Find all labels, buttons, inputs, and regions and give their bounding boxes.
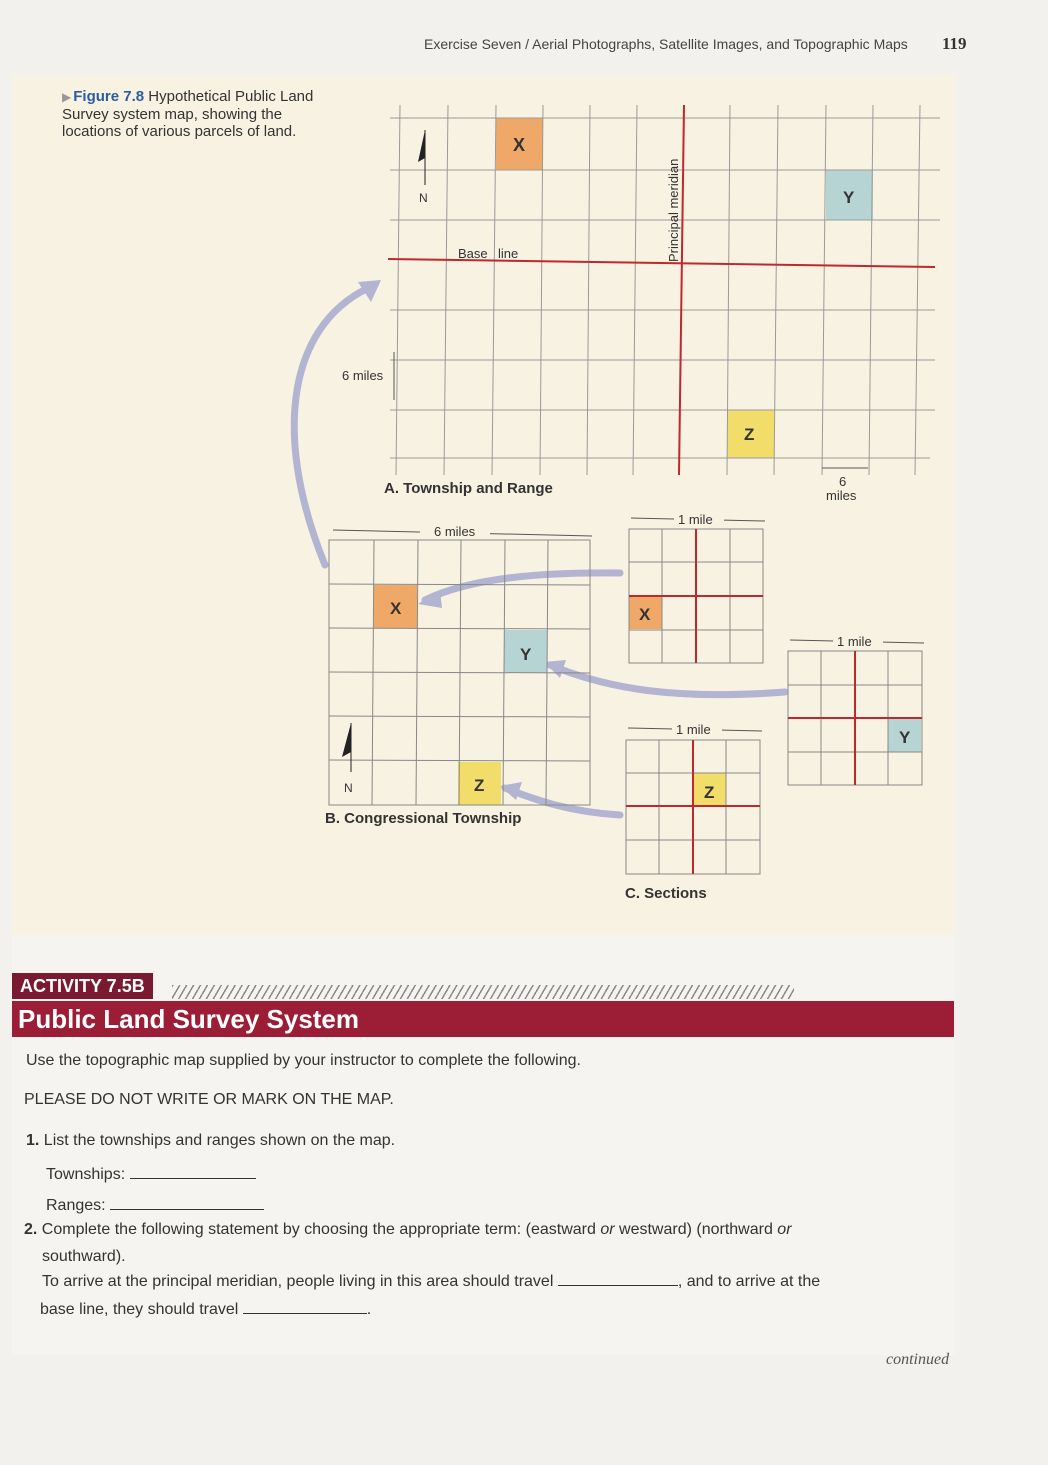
a-base-word2: line: [498, 246, 519, 261]
activity-intro: Use the topographic map supplied by your instructor to complete the following.: [26, 1052, 581, 1069]
c-parcel-x-label: X: [639, 605, 651, 624]
arrowhead-bx: [418, 590, 442, 608]
figure-label: Figure 7.8: [73, 88, 145, 105]
townships-label: Townships:: [46, 1166, 126, 1183]
panel-b-congressional-township: [325, 524, 592, 827]
q2-line3a: To arrive at the principal meridian, people living in this area should travel: [42, 1273, 554, 1290]
q2-line3b: , and to arrive at the: [677, 1273, 821, 1290]
c-measure-z: 1 mile: [676, 722, 711, 737]
baseline-direction-blank[interactable]: [243, 1299, 367, 1314]
c-measure-y: 1 mile: [837, 634, 872, 649]
panel-a-township-range: [342, 105, 940, 503]
c-title: C. Sections: [625, 885, 707, 902]
activity-hatch-decoration: [172, 985, 794, 999]
ranges-blank[interactable]: [110, 1195, 264, 1210]
ranges-row: [46, 1195, 264, 1215]
running-header: Exercise Seven / Aerial Photographs, Satellite Images, and Topographic Maps: [424, 36, 908, 52]
q2-or2: or: [777, 1221, 792, 1238]
activity-warning: PLEASE DO NOT WRITE OR MARK ON THE MAP.: [24, 1091, 394, 1108]
b-measure: 6 miles: [434, 524, 476, 539]
b-parcel-z-label: Z: [474, 776, 485, 795]
question-1: [26, 1132, 395, 1150]
continued-note: continued: [886, 1351, 950, 1368]
c-measure-x: 1 mile: [678, 512, 713, 527]
question-2: [24, 1221, 924, 1239]
b-title: B. Congressional Township: [325, 810, 522, 827]
q2-or1: or: [600, 1221, 615, 1238]
q2-line2: southward).: [42, 1248, 126, 1265]
figure-caption-text: Hypothetical Public Land Survey system map, showing the locations of various parcels of land.: [62, 88, 314, 140]
arrow-b-to-a: [294, 285, 375, 565]
q2-statement-2: [40, 1299, 371, 1319]
a-parcel-x-label: X: [513, 135, 526, 155]
q2-line1b: westward) (northward: [619, 1221, 773, 1238]
q2-line1: Complete the following statement by choosing the appropriate term: (eastward: [41, 1221, 596, 1238]
a-parcel-y-label: Y: [843, 188, 855, 207]
a-north-arrow-icon: [418, 130, 425, 162]
b-parcel-x-label: X: [390, 599, 402, 618]
a-title: A. Township and Range: [384, 480, 553, 497]
b-grid: [329, 540, 590, 805]
a-base-word1: Base: [458, 246, 488, 261]
a-bottom-measure-num: 6: [839, 474, 847, 489]
panel-c-section-y: [788, 634, 924, 785]
page-number: 119: [942, 34, 967, 53]
caption-triangle-icon: ▶: [62, 90, 72, 104]
a-parcel-z-label: Z: [744, 425, 755, 444]
townships-blank[interactable]: [130, 1164, 256, 1179]
q1-number: 1.: [26, 1132, 40, 1149]
c-parcel-y-label: Y: [899, 728, 911, 747]
c-parcel-z-label: Z: [704, 783, 715, 802]
a-bottom-measure-unit: miles: [826, 488, 857, 503]
arrow-cy-to-by: [550, 665, 785, 695]
panel-c-section-z: [625, 722, 762, 902]
b-north-label: N: [344, 781, 353, 795]
townships-row: [46, 1164, 256, 1184]
q1-text: List the townships and ranges shown on the map.: [43, 1132, 396, 1149]
b-parcel-y-label: Y: [520, 645, 532, 664]
a-meridian-label: Principal meridian: [666, 158, 681, 262]
q2-number: 2.: [24, 1221, 38, 1238]
a-north-label: N: [419, 191, 428, 205]
arrow-cz-to-bz: [505, 788, 620, 815]
activity-tag: ACTIVITY 7.5B: [12, 973, 153, 999]
q2-line4b: .: [366, 1301, 372, 1318]
activity-title: Public Land Survey System: [12, 1001, 954, 1037]
a-side-measure: 6 miles: [342, 368, 384, 383]
panel-c-section-x: [629, 512, 765, 663]
ranges-label: Ranges:: [46, 1197, 106, 1214]
q2-line4a: base line, they should travel: [40, 1301, 239, 1318]
q2-statement-1: [42, 1271, 922, 1291]
a-grid: [390, 105, 940, 475]
meridian-direction-blank[interactable]: [558, 1271, 678, 1286]
b-north-arrow-icon: [342, 723, 351, 757]
arrow-cx-to-bx: [425, 573, 620, 600]
